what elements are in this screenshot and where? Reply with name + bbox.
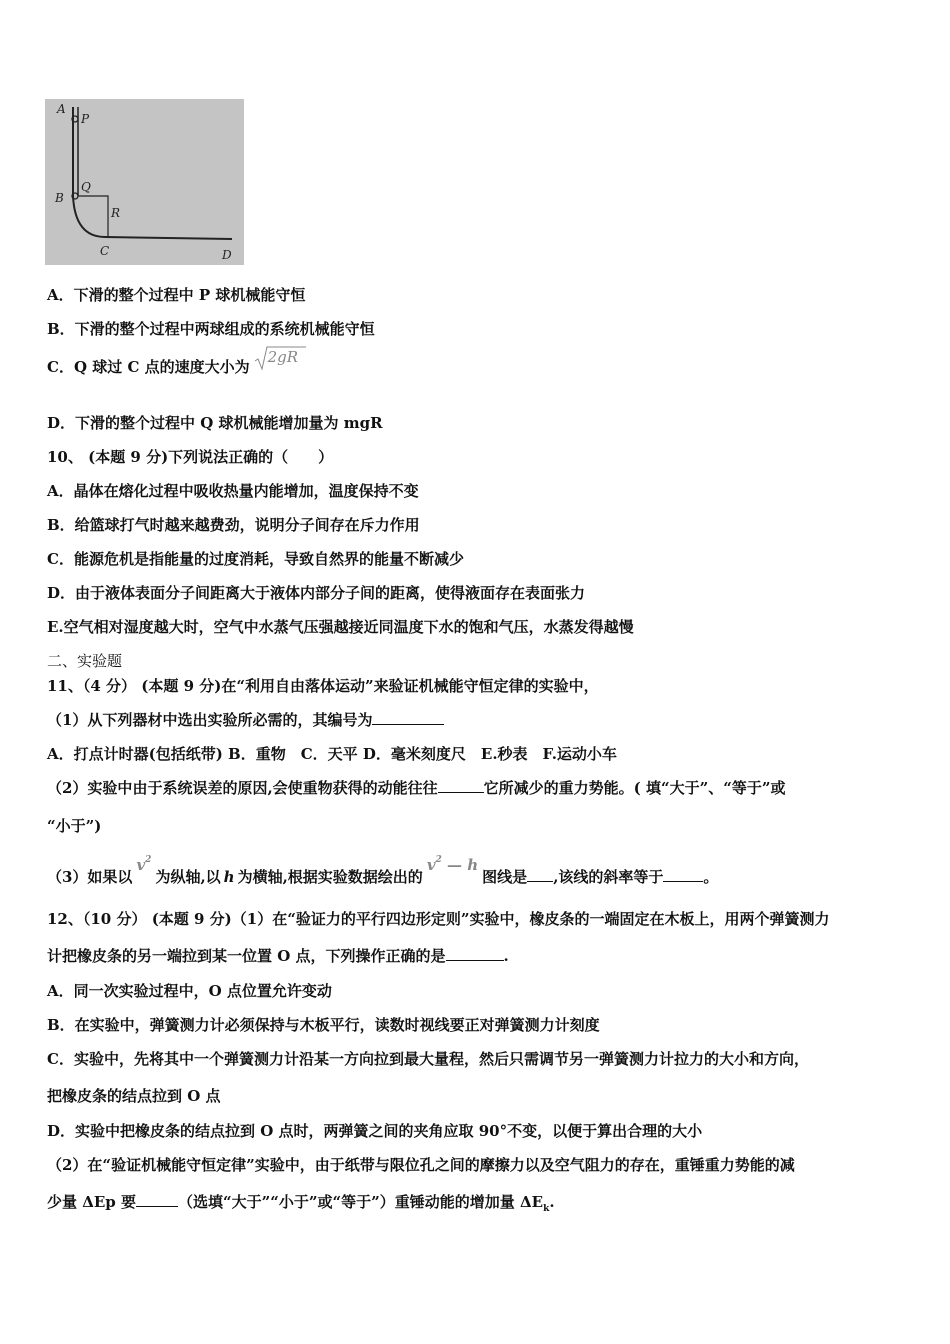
answer-blank (446, 946, 504, 961)
q10-option-c: C．能源危机是指能量的过度消耗，导致自然界的能量不断减少 (47, 550, 464, 568)
label-d: D (222, 248, 232, 262)
q11-part3-text-f: 。 (703, 868, 719, 886)
q11-part3 (47, 855, 719, 887)
h-symbol: h (223, 868, 235, 886)
answer-blank (663, 867, 703, 882)
mechanics-diagram (45, 99, 244, 265)
q11-part3-text-c: 为横轴,根据实验数据绘出的 (237, 868, 423, 886)
q11-stem: 11、（4 分） (本题 9 分)在“利用自由落体运动”来验证机械能守恒定律的实验中， (47, 677, 599, 695)
q11-part3-text-d: 图线是 (482, 868, 528, 886)
q11-part3-text-b: 为纵轴,以 (155, 868, 221, 886)
q11-part2-line1 (47, 778, 786, 798)
q12-stem-text: 计把橡皮条的另一端拉到某一位置 O 点，下列操作正确的是 (47, 947, 446, 965)
q12-option-b: B．在实验中，弹簧测力计必须保持与木板平行，读数时视线要正对弹簧测力计刻度 (47, 1016, 600, 1034)
q11-part3-text-e: ,该线的斜率等于 (553, 868, 664, 886)
q10-option-b: B．给篮球打气时越来越费劲，说明分子间存在斥力作用 (47, 516, 420, 534)
sqrt-sign-icon (254, 345, 306, 371)
track-diagram-svg (45, 99, 244, 265)
exponent: 2 (435, 855, 442, 865)
q9-option-d: D．下滑的整个过程中 Q 球机械能增加量为 mgR (47, 414, 383, 432)
answer-blank (372, 710, 444, 725)
q11-part2-text-b: 它所减少的重力势能。( 填“大于”、“等于”或 (483, 779, 786, 797)
label-c: C (100, 244, 110, 258)
q10-option-a: A．晶体在熔化过程中吸收热量内能增加，温度保持不变 (47, 482, 419, 500)
sqrt-radicand: 2gR (267, 348, 299, 366)
q12-option-a: A．同一次实验过程中，O 点位置允许变动 (47, 982, 332, 1000)
section-heading: 二、实验题 (47, 652, 123, 670)
q11-options: A．打点计时器(包括纸带) B．重物 C．天平 D．毫米刻度尺 E.秒表 F.运动小车 (47, 745, 617, 763)
label-p: P (81, 112, 90, 126)
q9-option-b: B．下滑的整个过程中两球组成的系统机械能守恒 (47, 320, 375, 338)
answer-blank (438, 778, 484, 793)
q12-part2-line1: （2）在“验证机械能守恒定律”实验中，由于纸带与限位孔之间的摩擦力以及空气阻力的存在，重锤重力势能的减 (47, 1156, 795, 1174)
q12-stem-line2 (47, 946, 509, 966)
exponent: 2 (145, 855, 152, 865)
label-a: A (57, 102, 66, 116)
horizontal-track (105, 237, 232, 239)
q10-stem: 10、 (本题 9 分)下列说法正确的（ ） (47, 448, 334, 466)
v-symbol: v (136, 856, 146, 874)
q11-part2-text-a: （2）实验中由于系统误差的原因,会使重物获得的动能往往 (47, 779, 438, 797)
q11-part1-text: （1）从下列器材中选出实验所必需的，其编号为 (47, 711, 373, 729)
v-symbol: v (426, 856, 436, 874)
q11-part3-text-a: （3）如果以 (47, 868, 133, 886)
q11-part1 (47, 710, 444, 730)
q11-part2-line2: “小于”) (47, 817, 102, 835)
label-r: R (111, 206, 121, 220)
period: . (503, 947, 509, 965)
subscript-k: k (543, 1204, 550, 1214)
v-squared (136, 856, 151, 874)
q9-option-a: A．下滑的整个过程中 P 球机械能守恒 (47, 286, 306, 304)
curved-track (73, 196, 105, 237)
q12-part2-text-a: 少量 ΔEp 要 (47, 1193, 137, 1211)
label-q: Q (81, 180, 91, 194)
q9-option-c-text: C．Q 球过 C 点的速度大小为 (47, 358, 250, 376)
v2-h-graph (427, 856, 478, 874)
answer-blank (136, 1192, 178, 1207)
q12-part2-text-b: （选填“大于”“小于”或“等于”）重锤动能的增加量 ΔE (178, 1193, 544, 1211)
radius-box (78, 196, 108, 237)
q10-option-d: D．由于液体表面分子间距离大于液体内部分子间的距离，使得液面存在表面张力 (47, 584, 586, 602)
sqrt-2gr (254, 347, 298, 367)
q12-stem-line1: 12、（10 分） (本题 9 分)（1）在“验证力的平行四边形定则”实验中，橡皮条的一端固定在木板上，用两个弹簧测力 (47, 910, 830, 928)
label-b: B (55, 191, 64, 205)
minus-h: — h (447, 856, 479, 874)
answer-blank (527, 867, 553, 882)
q10-option-e: E.空气相对湿度越大时，空气中水蒸气压强越接近同温度下水的饱和气压，水蒸发得越慢 (47, 618, 634, 636)
period: . (549, 1193, 555, 1211)
q12-option-c-line2: 把橡皮条的结点拉到 O 点 (47, 1087, 221, 1105)
q9-option-c (47, 348, 299, 377)
q12-option-c-line1: C．实验中，先将其中一个弹簧测力计沿某一方向拉到最大量程，然后只需调节另一弹簧测力计拉力的大小和方向， (47, 1050, 809, 1068)
q12-part2-line2 (47, 1192, 555, 1219)
q12-option-d: D．实验中把橡皮条的结点拉到 O 点时，两弹簧之间的夹角应取 90°不变，以便于算出合理的大小 (47, 1122, 703, 1140)
